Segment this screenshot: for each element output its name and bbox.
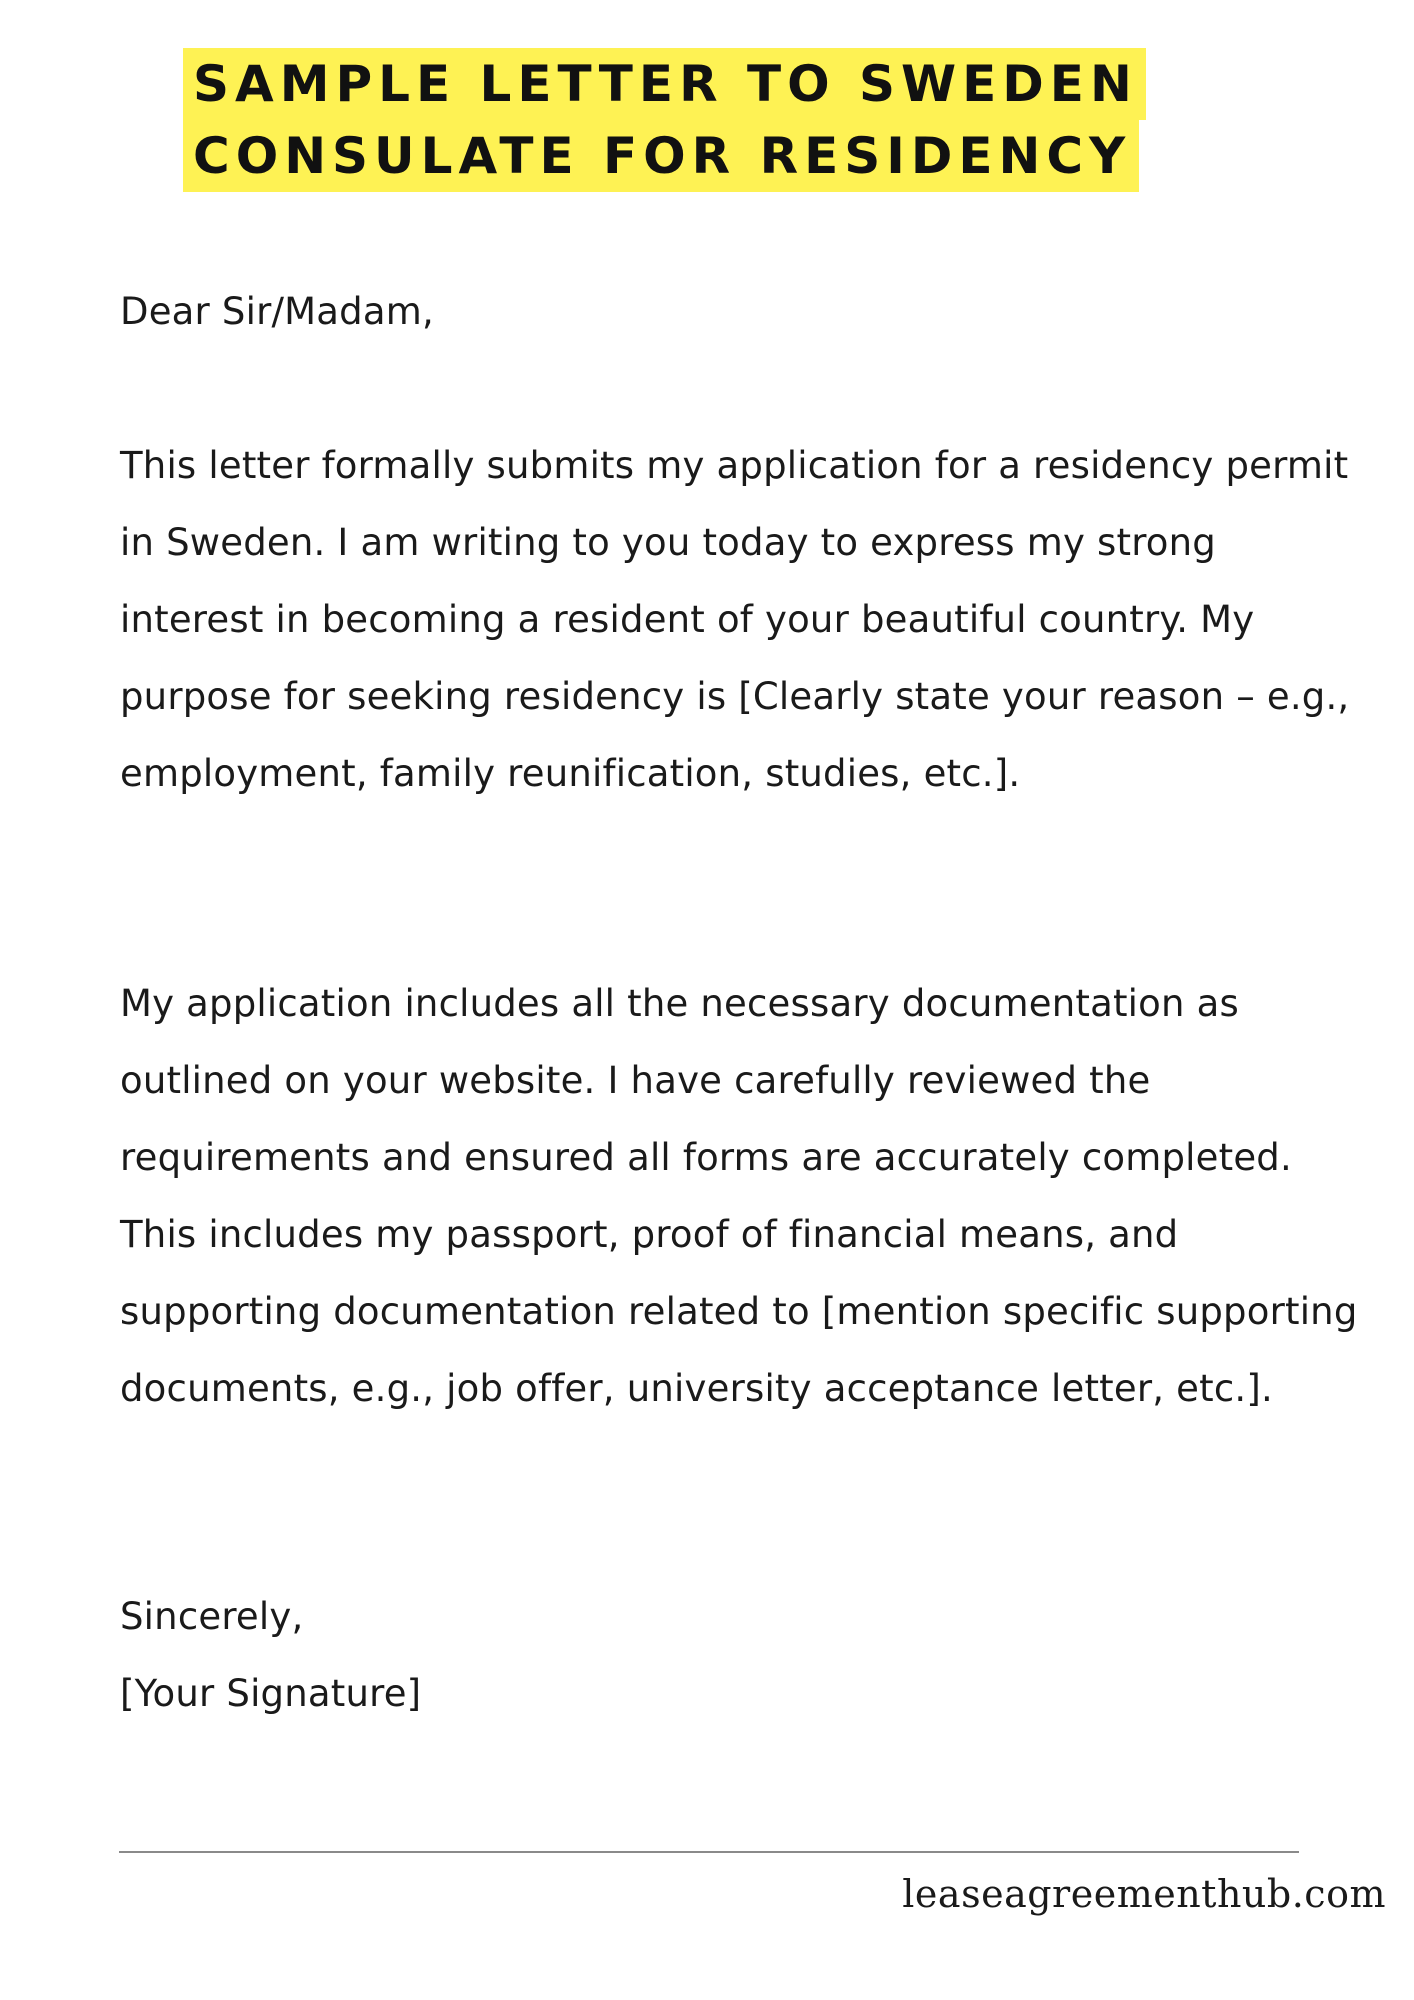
document-title (183, 48, 1146, 192)
salutation: Dear Sir/Madam, (120, 290, 434, 333)
footer-website: leaseagreementhub.com (902, 1872, 1386, 1916)
title-line-2: CONSULATE FOR RESIDENCY (183, 120, 1139, 192)
body-paragraph-2: My application includes all the necessary documentation as outlined on your website. I have carefully reviewed the requirements and ensured all forms are accurately completed. This includes my passport, proof of financial means, and supporting documentation related to [mention specific supporting documents, e.g., job offer, university acceptance letter, etc.]. (120, 982, 1358, 1410)
signature-placeholder: [Your Signature] (120, 1672, 422, 1715)
title-line-1: SAMPLE LETTER TO SWEDEN (183, 48, 1146, 120)
body-paragraph-1: This letter formally submits my application for a residency permit in Sweden. I am writing to you today to express my strong interest in becoming a resident of your beautiful country. My purpose for seeking residency is [Clearly state your reason – e.g., employment, family reunification, studies, etc.]. (120, 444, 1350, 795)
footer-divider (119, 1851, 1299, 1853)
closing: Sincerely, (120, 1595, 304, 1638)
